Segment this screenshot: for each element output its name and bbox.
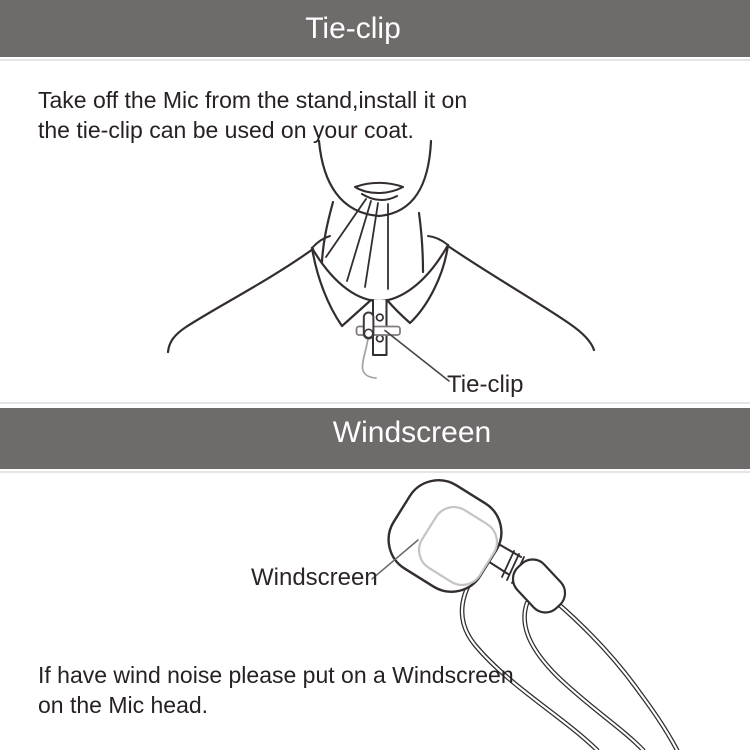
tie-clip-description-line2: the tie-clip can be used on your coat. <box>38 116 414 143</box>
section-title-tie-clip: Tie-clip <box>305 12 401 45</box>
windscreen-description-line1: If have wind noise please put on a Windscreen <box>38 662 514 688</box>
section-title-windscreen: Windscreen <box>332 416 492 449</box>
shirt-button <box>377 314 384 321</box>
foam-windscreen <box>376 467 514 604</box>
tie-clip-figure <box>168 141 594 381</box>
tie-clip-description-line1: Take off the Mic from the stand,install it on <box>38 87 468 113</box>
divider-line <box>0 402 750 404</box>
neck-shading-lines <box>326 199 388 289</box>
divider-line <box>0 471 750 473</box>
tie-clip-leader-line <box>385 331 449 382</box>
tie-clip-callout-label: Tie-clip <box>447 371 524 398</box>
windscreen-description-line2: on the Mic head. <box>38 691 209 718</box>
shirt-button <box>377 335 384 342</box>
windscreen-callout-label: Windscreen <box>251 564 378 591</box>
windscreen-description <box>38 661 514 720</box>
